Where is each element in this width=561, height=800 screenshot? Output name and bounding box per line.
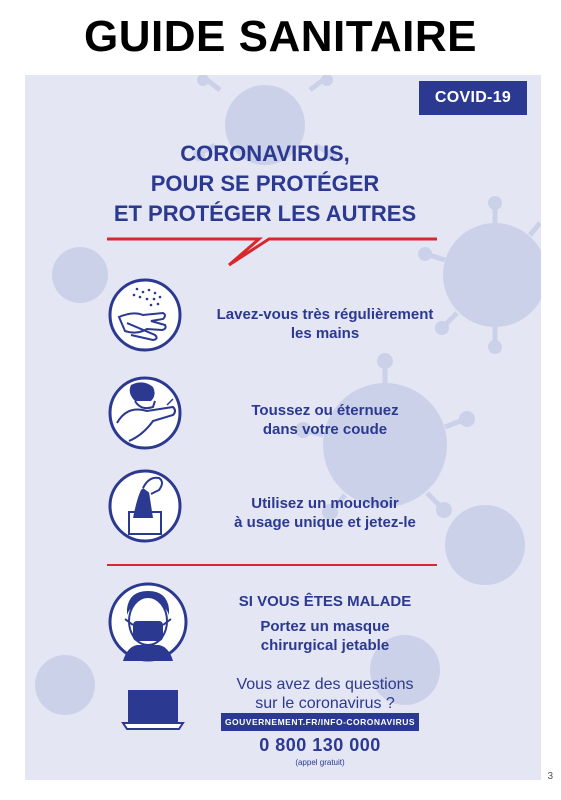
hotline-number: 0 800 130 000: [259, 735, 381, 755]
gesture-3-line-2: à usage unique et jetez-le: [234, 514, 416, 531]
hand-washing-icon: [107, 277, 183, 353]
headline-line-1: CORONAVIRUS,: [180, 141, 350, 166]
sick-heading: SI VOUS ÊTES MALADE: [238, 593, 412, 610]
question-line-2: sur le coronavirus ?: [255, 695, 395, 712]
sick-line-2: chirurgical jetable: [260, 637, 390, 654]
gesture-2-line-2: dans votre coude: [262, 421, 388, 438]
hotline-note: (appel gratuit): [295, 758, 345, 767]
section-divider: [107, 564, 437, 566]
laptop-icon: [121, 689, 185, 731]
tissue-icon: [107, 468, 183, 544]
speech-bubble-divider: [107, 233, 439, 269]
gesture-1-line-2: les mains: [290, 325, 360, 342]
face-mask-icon: [107, 581, 189, 663]
info-url-link[interactable]: GOUVERNEMENT.FR/INFO-CORONAVIRUS: [221, 713, 419, 731]
headline-line-3: ET PROTÉGER LES AUTRES: [113, 201, 417, 226]
page-title: GUIDE SANITAIRE: [84, 12, 477, 61]
headline-line-2: POUR SE PROTÉGER: [150, 171, 380, 196]
covid-poster: [25, 75, 541, 780]
question-line-1: Vous avez des questions: [236, 676, 414, 693]
covid-badge: COVID-19: [419, 81, 527, 115]
gesture-2-line-1: Toussez ou éternuez: [251, 402, 399, 419]
sick-line-1: Portez un masque: [260, 618, 390, 635]
gesture-3-line-1: Utilisez un mouchoir: [251, 495, 399, 512]
page-number: 3: [547, 771, 553, 782]
gesture-1-line-1: Lavez-vous très régulièrement: [216, 306, 434, 323]
cough-elbow-icon: [107, 375, 183, 451]
